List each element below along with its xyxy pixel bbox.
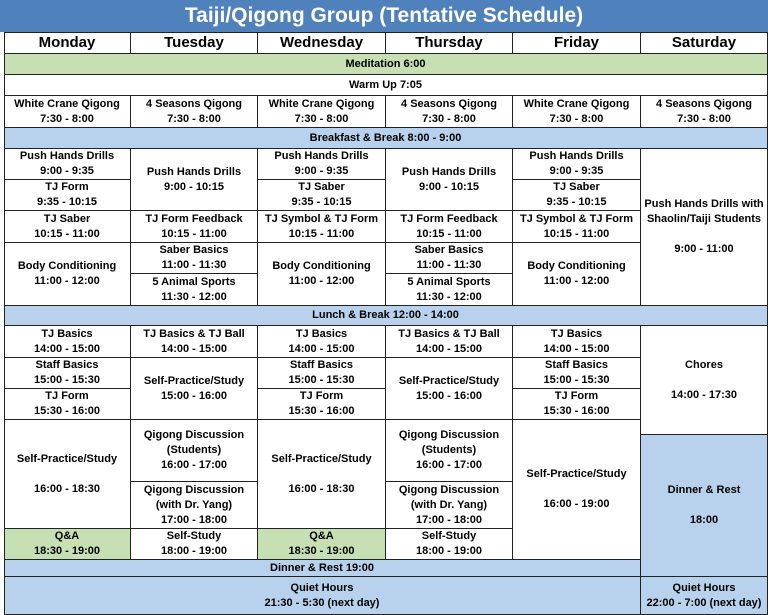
schedule-cell bbox=[386, 420, 513, 482]
cell-text-line: Saber Basics bbox=[159, 244, 229, 256]
cell-text-line: 18:30 - 19:00 bbox=[33, 545, 101, 557]
schedule-cell bbox=[641, 96, 768, 128]
schedule-cell bbox=[513, 389, 641, 420]
cell-text-line: 7:30 - 8:00 bbox=[677, 112, 731, 125]
day-header-friday: Friday bbox=[513, 32, 641, 54]
cell-text-line: 4 Seasons Qigong bbox=[146, 97, 242, 110]
cell-text-line: TJ Symbol & TJ Form bbox=[264, 212, 379, 225]
cell-text-line: 11:00 - 12:00 bbox=[34, 275, 100, 287]
schedule-cell bbox=[258, 358, 386, 389]
cell-text-line: 18:00 - 19:00 bbox=[160, 545, 228, 557]
cell-text-line: (with Dr. Yang) bbox=[155, 498, 233, 511]
day-header-wednesday: Wednesday bbox=[258, 32, 386, 54]
cell-text-line: 16:00 - 18:30 bbox=[288, 482, 355, 495]
cell-text-line: 7:30 - 8:00 bbox=[40, 112, 94, 125]
schedule-cell bbox=[4, 529, 131, 560]
cell-text-line: Q&A bbox=[309, 530, 334, 542]
cell-text-line: TJ Form bbox=[554, 390, 599, 402]
cell-text-line: 16:00 - 18:30 bbox=[33, 482, 101, 495]
cell-text-line: Staff Basics bbox=[35, 359, 99, 371]
cell-text-line: Warm Up 7:05 bbox=[349, 78, 422, 91]
cell-text-line: (with Dr. Yang) bbox=[410, 498, 488, 511]
day-header-saturday: Saturday bbox=[641, 32, 768, 54]
cell-text-line: TJ Basics bbox=[295, 327, 348, 340]
cell-text-line: 16:00 - 17:00 bbox=[160, 459, 228, 471]
cell-text-line: 17:00 - 18:00 bbox=[160, 513, 228, 526]
schedule-cell bbox=[258, 529, 386, 560]
cell-text-line: Lunch & Break 12:00 - 14:00 bbox=[312, 309, 459, 321]
schedule-cell bbox=[258, 96, 386, 128]
schedule-cell bbox=[131, 96, 258, 128]
cell-text-line: Push Hands Drills bbox=[401, 165, 497, 178]
cell-text-line: TJ Saber bbox=[298, 181, 345, 193]
cell-text-line: TJ Symbol & TJ Form bbox=[519, 212, 634, 225]
cell-text-line: 15:30 - 16:00 bbox=[543, 405, 610, 417]
cell-text-line: Qigong Discussion bbox=[143, 429, 245, 441]
cell-text-line: 17:00 - 18:00 bbox=[415, 513, 483, 526]
cell-text-line: Self-Practice/Study bbox=[143, 374, 245, 387]
cell-text-line: Self-Practice/Study bbox=[398, 374, 500, 387]
cell-text-line: Chores bbox=[685, 358, 723, 371]
schedule-cell bbox=[386, 482, 513, 529]
cell-text-line: 18:00 - 19:00 bbox=[415, 545, 483, 557]
day-header-tuesday: Tuesday bbox=[131, 32, 258, 54]
schedule-cell bbox=[258, 389, 386, 420]
cell-text-line: 11:00 - 12:00 bbox=[543, 275, 610, 287]
schedule-cell bbox=[4, 420, 131, 529]
schedule-cell bbox=[4, 389, 131, 420]
schedule-cell bbox=[131, 358, 258, 420]
cell-text-line: TJ Form bbox=[45, 181, 89, 193]
schedule-cell bbox=[131, 529, 258, 560]
schedule-cell bbox=[513, 420, 641, 560]
cell-text-line: 15:00 - 15:30 bbox=[288, 374, 355, 386]
cell-text-line: 7:30 - 8:00 bbox=[549, 112, 604, 125]
cell-text-line: 11:30 - 12:00 bbox=[416, 290, 482, 303]
cell-text-line: Quiet Hours bbox=[672, 581, 736, 594]
cell-text-line: 18:00 bbox=[689, 514, 719, 526]
cell-text-line: 14:00 - 15:00 bbox=[33, 342, 101, 355]
schedule-cell bbox=[258, 326, 386, 358]
cell-text-line: 5 Animal Sports bbox=[152, 275, 236, 288]
cell-text-line: 4 Seasons Qigong bbox=[401, 97, 497, 110]
cell-text-line: 14:00 - 15:00 bbox=[543, 342, 610, 355]
schedule-cell bbox=[513, 326, 641, 358]
cell-text-line: 10:15 - 11:00 bbox=[161, 227, 227, 240]
schedule-cell bbox=[4, 149, 131, 180]
cell-text-line: 9:35 - 10:15 bbox=[37, 196, 97, 208]
cell-text-line: 7:30 - 8:00 bbox=[294, 112, 349, 125]
cell-text-line: 11:00 - 11:30 bbox=[416, 259, 482, 271]
schedule-cell bbox=[4, 180, 131, 211]
schedule-cell bbox=[258, 211, 386, 243]
schedule-cell bbox=[513, 358, 641, 389]
cell-text-line: TJ Form bbox=[299, 390, 344, 402]
schedule-cell bbox=[131, 326, 258, 358]
schedule-cell bbox=[513, 243, 641, 306]
cell-text-line: 15:30 - 16:00 bbox=[288, 405, 355, 417]
schedule-cell bbox=[4, 560, 641, 577]
cell-text-line: Push Hands Drills bbox=[274, 150, 369, 162]
schedule-title: Taiji/Qigong Group (Tentative Schedule) bbox=[0, 0, 768, 32]
cell-text-line: 15:30 - 16:00 bbox=[33, 405, 101, 417]
cell-text-line: 21:30 - 5:30 (next day) bbox=[264, 596, 380, 609]
cell-text-line: 22:00 - 7:00 (next day) bbox=[646, 596, 762, 609]
schedule-cell bbox=[641, 149, 768, 306]
cell-text-line: 4 Seasons Qigong bbox=[656, 97, 752, 110]
cell-text-line: 9:00 - 9:35 bbox=[549, 165, 604, 177]
cell-text-line: TJ Basics & TJ Ball bbox=[398, 327, 500, 340]
cell-text-line: White Crane Qigong bbox=[14, 97, 120, 110]
schedule-cell bbox=[131, 274, 258, 306]
cell-text-line: Breakfast & Break 8:00 - 9:00 bbox=[309, 131, 462, 144]
schedule-cell bbox=[4, 54, 768, 75]
schedule-cell bbox=[386, 96, 513, 128]
schedule-cell bbox=[131, 243, 258, 274]
cell-text-line: TJ Basics bbox=[41, 327, 93, 340]
schedule-cell bbox=[4, 211, 131, 243]
cell-text-line: Quiet Hours bbox=[290, 581, 354, 594]
schedule-cell bbox=[641, 435, 768, 577]
cell-text-line: Push Hands Drills bbox=[529, 150, 624, 162]
cell-text-line: TJ Form Feedback bbox=[400, 212, 498, 225]
cell-text-line: Push Hands Drills bbox=[19, 150, 115, 162]
cell-text-line: White Crane Qigong bbox=[523, 97, 630, 110]
schedule-cell bbox=[386, 358, 513, 420]
cell-text-line: Dinner & Rest bbox=[667, 484, 741, 496]
cell-text-line: TJ Form Feedback bbox=[145, 212, 243, 225]
cell-text-line: 14:00 - 15:00 bbox=[415, 342, 483, 355]
cell-text-line: 14:00 - 15:00 bbox=[160, 342, 228, 355]
cell-text-line: Q&A bbox=[54, 530, 80, 542]
schedule-cell bbox=[641, 577, 768, 615]
cell-text-line: Self-Practice/Study bbox=[526, 468, 627, 480]
cell-text-line: 7:30 - 8:00 bbox=[422, 112, 476, 125]
cell-text-line: 10:15 - 11:00 bbox=[416, 227, 482, 240]
cell-text-line: 9:35 - 10:15 bbox=[546, 196, 607, 208]
cell-text-line: (Students) bbox=[421, 444, 477, 456]
cell-text-line: Dinner & Rest 19:00 bbox=[270, 561, 374, 574]
cell-text-line: Self-Study bbox=[166, 530, 222, 542]
cell-text-line: 9:00 - 9:35 bbox=[40, 165, 94, 177]
schedule-cell bbox=[386, 274, 513, 306]
schedule-cell bbox=[131, 420, 258, 482]
cell-text-line: Self-Study bbox=[421, 530, 477, 542]
cell-text-line: 9:00 - 10:15 bbox=[419, 180, 479, 193]
cell-text-line: Self-Practice/Study bbox=[271, 452, 372, 465]
schedule-cell bbox=[4, 96, 131, 128]
cell-text-line: Qigong Discussion bbox=[398, 429, 500, 441]
cell-text-line: 16:00 - 17:00 bbox=[415, 459, 483, 471]
schedule-cell bbox=[513, 211, 641, 243]
cell-text-line: Push Hands Drills with bbox=[644, 198, 764, 210]
schedule-cell bbox=[386, 211, 513, 243]
cell-text-line: Meditation 6:00 bbox=[345, 57, 426, 70]
cell-text-line: 9:35 - 10:15 bbox=[291, 196, 352, 208]
cell-text-line: Qigong Discussion bbox=[143, 483, 245, 496]
schedule-cell bbox=[4, 326, 131, 358]
cell-text-line: Qigong Discussion bbox=[398, 483, 500, 496]
cell-text-line: 14:00 - 15:00 bbox=[288, 342, 355, 355]
schedule-cell bbox=[258, 243, 386, 306]
cell-text-line: 9:00 - 10:15 bbox=[164, 180, 224, 193]
cell-text-line: 15:00 - 16:00 bbox=[160, 389, 228, 402]
schedule-cell bbox=[258, 420, 386, 529]
cell-text-line: 11:30 - 12:00 bbox=[161, 290, 227, 303]
cell-text-line: Push Hands Drills bbox=[146, 165, 242, 178]
schedule-cell bbox=[258, 149, 386, 180]
cell-text-line: Staff Basics bbox=[545, 359, 608, 371]
cell-text-line: (Students) bbox=[166, 444, 222, 456]
day-header-monday: Monday bbox=[4, 32, 131, 54]
cell-text-line: 15:00 - 15:30 bbox=[33, 374, 101, 386]
schedule-cell bbox=[4, 128, 768, 149]
schedule-cell bbox=[386, 243, 513, 274]
cell-text-line: Saber Basics bbox=[414, 244, 484, 256]
cell-text-line: 11:00 - 12:00 bbox=[288, 275, 355, 287]
cell-text-line: White Crane Qigong bbox=[268, 97, 375, 110]
cell-text-line: 18:30 - 19:00 bbox=[288, 545, 355, 557]
cell-text-line: 5 Animal Sports bbox=[407, 275, 491, 288]
schedule-cell bbox=[4, 243, 131, 306]
cell-text-line: TJ Saber bbox=[553, 181, 600, 193]
cell-text-line: 14:00 - 17:30 bbox=[670, 388, 738, 401]
cell-text-line: Shaolin/Taiji Students bbox=[646, 213, 762, 225]
cell-text-line: TJ Form bbox=[45, 390, 89, 402]
schedule-cell bbox=[131, 482, 258, 529]
cell-text-line: Body Conditioning bbox=[527, 260, 626, 272]
schedule-cell bbox=[4, 75, 768, 96]
schedule-cell bbox=[131, 211, 258, 243]
day-header-thursday: Thursday bbox=[386, 32, 513, 54]
cell-text-line: 10:15 - 11:00 bbox=[34, 227, 100, 240]
cell-text-line: 9:00 - 9:35 bbox=[294, 165, 349, 177]
cell-text-line: 15:00 - 16:00 bbox=[415, 389, 483, 402]
cell-text-line: 15:00 - 15:30 bbox=[543, 374, 610, 386]
schedule-cell bbox=[386, 529, 513, 560]
schedule-cell bbox=[4, 577, 641, 615]
schedule-cell bbox=[4, 358, 131, 389]
schedule-cell bbox=[641, 326, 768, 435]
schedule-cell bbox=[386, 149, 513, 211]
schedule-cell bbox=[513, 96, 641, 128]
cell-text-line: TJ Saber bbox=[43, 212, 91, 225]
cell-text-line: Self-Practice/Study bbox=[16, 452, 118, 465]
cell-text-line: TJ Basics bbox=[550, 327, 603, 340]
cell-text-line: Body Conditioning bbox=[272, 260, 371, 272]
cell-text-line: 7:30 - 8:00 bbox=[167, 112, 221, 125]
cell-text-line: 10:15 - 11:00 bbox=[543, 227, 610, 240]
cell-text-line: Staff Basics bbox=[290, 359, 353, 371]
schedule-cell bbox=[4, 306, 768, 326]
schedule-cell bbox=[386, 326, 513, 358]
cell-text-line: 10:15 - 11:00 bbox=[288, 227, 355, 240]
schedule-cell bbox=[258, 180, 386, 211]
cell-text-line: TJ Basics & TJ Ball bbox=[143, 327, 245, 340]
schedule-cell bbox=[131, 149, 258, 211]
schedule-cell bbox=[513, 180, 641, 211]
schedule-cell bbox=[513, 149, 641, 180]
cell-text-line: Body Conditioning bbox=[17, 260, 117, 272]
cell-text-line: 11:00 - 11:30 bbox=[161, 259, 227, 271]
cell-text-line: 16:00 - 19:00 bbox=[543, 498, 610, 510]
cell-text-line: 9:00 - 11:00 bbox=[674, 243, 734, 255]
